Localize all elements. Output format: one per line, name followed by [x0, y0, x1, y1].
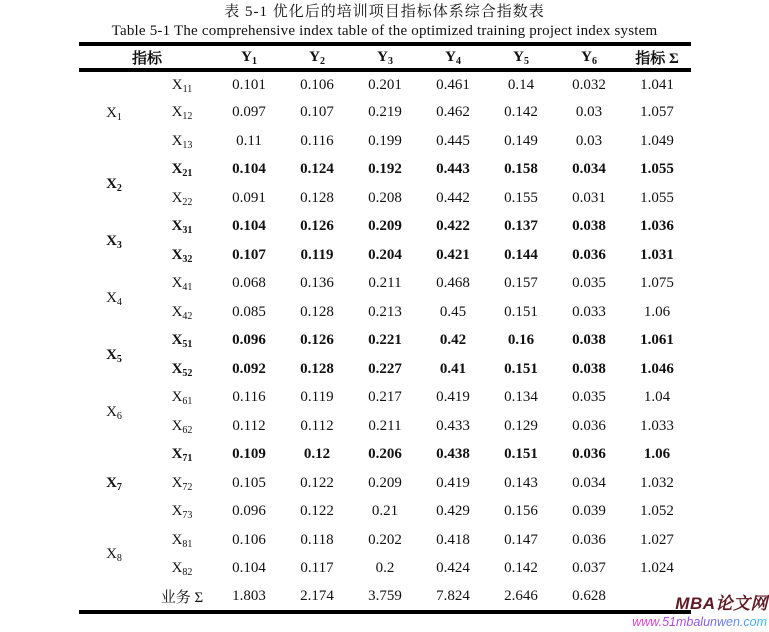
- group-label: [79, 526, 149, 583]
- value-cell: 0.112: [300, 417, 334, 434]
- group-label-empty: [79, 583, 149, 612]
- value-cell: 0.45: [439, 303, 467, 320]
- table-row: [79, 156, 691, 185]
- table-row: [79, 441, 691, 470]
- value-cell: 0.036: [572, 446, 606, 463]
- value-cell: 0.101: [232, 76, 266, 93]
- value-cell: 0.036: [572, 246, 606, 263]
- value-cell: 0.217: [368, 389, 402, 406]
- indicator-label: $X_{82}$: [171, 560, 193, 579]
- row-label: [149, 384, 215, 413]
- indicator-subscript: 1: [251, 55, 257, 67]
- value-cell: 0.143: [504, 474, 538, 491]
- row-label: [149, 70, 215, 99]
- watermark-url: [627, 615, 768, 629]
- group-label: [79, 441, 149, 527]
- value-cell: 0.2: [375, 560, 395, 577]
- indicator-subscript: 2: [116, 182, 122, 194]
- value-cell: 0.136: [300, 275, 334, 292]
- value-cell: 0.038: [572, 360, 606, 377]
- indicator-label: $X_{31}$: [171, 218, 193, 237]
- value-cell: 0.034: [572, 161, 606, 178]
- value-cell: 0.085: [232, 303, 266, 320]
- value-cell: 0.221: [368, 332, 402, 349]
- value-cell: 0.104: [232, 560, 266, 577]
- row-label: [149, 213, 215, 242]
- table-row: [79, 184, 691, 213]
- sum-value-cell: 1.803: [232, 587, 266, 604]
- indicator-subscript: 81: [182, 538, 193, 550]
- watermark: [627, 595, 768, 631]
- sum-value-cell: 2.646: [504, 587, 538, 604]
- value-cell: 0.106: [232, 531, 266, 548]
- group-label: [79, 384, 149, 441]
- table-row: [79, 99, 691, 128]
- value-cell: 0.122: [300, 474, 334, 491]
- value-cell: 0.149: [504, 132, 538, 149]
- table-row: [79, 298, 691, 327]
- value-cell: 0.213: [368, 303, 402, 320]
- value-cell: 0.036: [572, 417, 606, 434]
- value-cell: 0.128: [300, 303, 334, 320]
- value-cell: 0.209: [368, 474, 402, 491]
- table-row: [79, 241, 691, 270]
- indicator-subscript: 1: [116, 112, 122, 124]
- row-label: [149, 298, 215, 327]
- indicator-subscript: 11: [182, 83, 193, 95]
- value-cell: 1.061: [640, 332, 674, 349]
- table-row: [79, 270, 691, 299]
- header-sum-label: 指标 Σ: [623, 44, 691, 70]
- indicator-label: $X_{62}$: [171, 417, 193, 436]
- value-cell: 0.211: [368, 417, 402, 434]
- table-row: [79, 555, 691, 584]
- indicator-subscript: 82: [182, 567, 193, 579]
- table-row: [79, 70, 691, 99]
- value-cell: 1.052: [640, 503, 674, 520]
- value-cell: 0.208: [368, 189, 402, 206]
- value-cell: 1.033: [640, 417, 674, 434]
- row-label: [149, 441, 215, 470]
- indicator-subscript: 6: [116, 410, 122, 422]
- indicator-subscript: 52: [182, 367, 193, 379]
- indicator-subscript: 61: [182, 396, 193, 408]
- value-cell: 0.468: [436, 275, 470, 292]
- table-header: [79, 44, 691, 70]
- value-cell: 0.151: [504, 303, 538, 320]
- table-row: [79, 327, 691, 356]
- value-cell: 0.034: [572, 474, 606, 491]
- group-label: [79, 327, 149, 384]
- value-cell: 0.036: [572, 531, 606, 548]
- indicator-label: $X_{41}$: [171, 275, 193, 294]
- indicator-label: $X_{51}$: [171, 332, 193, 351]
- value-cell: 0.438: [436, 446, 470, 463]
- indicator-label: $X_6$: [106, 403, 122, 422]
- header-y-column: [351, 44, 419, 70]
- value-cell: 0.038: [572, 332, 606, 349]
- value-cell: 0.157: [504, 275, 538, 292]
- indicator-label: $X_{12}$: [171, 104, 193, 123]
- table-caption-en: Table 5-1 The comprehensive index table of the optimized training project index system: [111, 23, 658, 39]
- value-cell: 0.118: [300, 531, 334, 548]
- indicator-label: $X_{81}$: [171, 531, 193, 550]
- group-label: [79, 270, 149, 327]
- table-body: [79, 70, 691, 612]
- value-cell: 1.06: [643, 303, 671, 320]
- value-cell: 0.211: [368, 275, 402, 292]
- row-label: [149, 184, 215, 213]
- indicator-subscript: 4: [455, 55, 461, 67]
- value-cell: 0.03: [575, 132, 603, 149]
- value-cell: 0.419: [436, 474, 470, 491]
- value-cell: 0.137: [504, 218, 538, 235]
- indicator-label: $X_1$: [106, 105, 122, 124]
- indicator-subscript: 62: [182, 424, 193, 436]
- indicator-subscript: 73: [182, 510, 193, 522]
- value-cell: 0.16: [507, 332, 535, 349]
- indicator-label: $X_{22}$: [171, 189, 193, 208]
- group-label: [79, 213, 149, 270]
- value-cell: 0.097: [232, 104, 266, 121]
- value-cell: 0.134: [504, 389, 538, 406]
- value-cell: 0.202: [368, 531, 402, 548]
- value-cell: 0.461: [436, 76, 470, 93]
- indicator-label: $X_{61}$: [171, 389, 193, 408]
- value-cell: 0.209: [368, 218, 402, 235]
- indicator-label: $X_{21}$: [171, 161, 193, 180]
- indicator-label: $Y_4$: [445, 48, 461, 67]
- group-label: [79, 70, 149, 156]
- indicator-subscript: 51: [182, 339, 193, 351]
- value-cell: 0.119: [300, 389, 334, 406]
- value-cell: 0.445: [436, 132, 470, 149]
- value-cell: 1.031: [640, 246, 674, 263]
- group-label: [79, 156, 149, 213]
- table-row: [79, 213, 691, 242]
- value-cell: 0.096: [232, 332, 266, 349]
- value-cell: 0.201: [368, 76, 402, 93]
- value-cell: 0.11: [236, 132, 262, 149]
- value-cell: 0.419: [436, 389, 470, 406]
- value-cell: 0.109: [232, 446, 266, 463]
- table-row: [79, 127, 691, 156]
- header-indicator-label: 指标: [79, 44, 215, 70]
- indicator-subscript: 3: [116, 239, 122, 251]
- value-cell: 0.116: [300, 132, 334, 149]
- value-cell: 0.147: [504, 531, 538, 548]
- value-cell: 0.142: [504, 104, 538, 121]
- sum-row: [79, 583, 691, 612]
- value-cell: 1.036: [640, 218, 674, 235]
- value-cell: 0.106: [300, 76, 334, 93]
- indicator-subscript: 22: [182, 196, 193, 208]
- value-cell: 1.041: [640, 76, 674, 93]
- value-cell: 0.035: [572, 275, 606, 292]
- value-cell: 0.199: [368, 132, 402, 149]
- value-cell: 0.433: [436, 417, 470, 434]
- row-label: [149, 412, 215, 441]
- indicator-label: $Y_6$: [581, 48, 597, 67]
- row-label: [149, 127, 215, 156]
- row-label: [149, 555, 215, 584]
- value-cell: 0.204: [368, 246, 402, 263]
- value-cell: 0.14: [507, 76, 535, 93]
- value-cell: 1.055: [640, 189, 674, 206]
- value-cell: 0.107: [300, 104, 334, 121]
- value-cell: 0.151: [504, 446, 538, 463]
- row-label: [149, 526, 215, 555]
- indicator-label: $X_{71}$: [171, 446, 193, 465]
- value-cell: 0.031: [572, 189, 606, 206]
- row-label: [149, 498, 215, 527]
- value-cell: 1.027: [640, 531, 674, 548]
- value-cell: 0.122: [300, 503, 334, 520]
- value-cell: 0.117: [300, 560, 334, 577]
- value-cell: 0.105: [232, 474, 266, 491]
- indicator-subscript: 72: [182, 481, 193, 493]
- value-cell: 0.151: [504, 360, 538, 377]
- indicator-subscript: 7: [116, 481, 122, 493]
- value-cell: 0.037: [572, 560, 606, 577]
- table-row: [79, 498, 691, 527]
- sum-value-cell: 7.824: [436, 587, 470, 604]
- row-label: [149, 469, 215, 498]
- value-cell: 0.192: [368, 161, 402, 178]
- value-cell: 1.075: [640, 275, 674, 292]
- value-cell: 1.032: [640, 474, 674, 491]
- value-cell: 0.128: [300, 360, 334, 377]
- value-cell: 0.104: [232, 161, 266, 178]
- indicator-subscript: 4: [116, 296, 122, 308]
- row-label: [149, 355, 215, 384]
- indicator-label: $X_2$: [106, 175, 122, 194]
- value-cell: 1.055: [640, 161, 674, 178]
- value-cell: 0.12: [303, 446, 331, 463]
- row-label: [149, 270, 215, 299]
- indicator-label: $X_{13}$: [171, 132, 193, 151]
- indicator-subscript: 21: [182, 168, 193, 180]
- value-cell: 0.142: [504, 560, 538, 577]
- indicator-subscript: 3: [387, 55, 393, 67]
- value-cell: 0.128: [300, 189, 334, 206]
- value-cell: 0.032: [572, 76, 606, 93]
- sum-value-cell: 3.759: [368, 587, 402, 604]
- indicator-subscript: 42: [182, 310, 193, 322]
- value-cell: 0.442: [436, 189, 470, 206]
- table-row: [79, 469, 691, 498]
- value-cell: 0.096: [232, 503, 266, 520]
- indicator-subscript: 13: [182, 139, 193, 151]
- indicator-subscript: 5: [523, 55, 529, 67]
- value-cell: 0.124: [300, 161, 334, 178]
- value-cell: 0.422: [436, 218, 470, 235]
- header-y-column: [555, 44, 623, 70]
- value-cell: 1.024: [640, 560, 674, 577]
- value-cell: 0.104: [232, 218, 266, 235]
- table-row: [79, 526, 691, 555]
- value-cell: 0.033: [572, 303, 606, 320]
- indicator-label: $X_{52}$: [171, 360, 193, 379]
- value-cell: 0.091: [232, 189, 266, 206]
- value-cell: 0.068: [232, 275, 266, 292]
- indicator-label: $X_{42}$: [171, 303, 193, 322]
- indicator-subscript: 5: [116, 353, 122, 365]
- value-cell: 0.443: [436, 161, 470, 178]
- row-label: [149, 156, 215, 185]
- header-y-column: [487, 44, 555, 70]
- value-cell: 0.039: [572, 503, 606, 520]
- value-cell: 0.462: [436, 104, 470, 121]
- value-cell: 0.126: [300, 218, 334, 235]
- value-cell: 0.156: [504, 503, 538, 520]
- indicator-label: $X_{11}$: [171, 76, 193, 95]
- header-y-column: [283, 44, 351, 70]
- value-cell: 0.227: [368, 360, 402, 377]
- value-cell: 1.06: [643, 446, 671, 463]
- indicator-subscript: 41: [182, 282, 193, 294]
- value-cell: 1.046: [640, 360, 674, 377]
- value-cell: 0.158: [504, 161, 538, 178]
- row-label: [149, 327, 215, 356]
- value-cell: 0.421: [436, 246, 470, 263]
- value-cell: 0.038: [572, 218, 606, 235]
- header-row: [79, 44, 691, 70]
- value-cell: 0.119: [300, 246, 334, 263]
- value-cell: 1.04: [643, 389, 671, 406]
- table-caption-cn: 表 5-1 优化后的培训项目指标体系综合指数表: [224, 4, 545, 20]
- value-cell: 0.21: [371, 503, 399, 520]
- sum-row-label: 业务 Σ: [160, 589, 204, 606]
- value-cell: 0.092: [232, 360, 266, 377]
- value-cell: 0.144: [504, 246, 538, 263]
- indicator-label: $X_3$: [106, 232, 122, 251]
- document-page: [0, 3, 769, 629]
- indicator-subscript: 2: [319, 55, 325, 67]
- indicator-label: $X_{72}$: [171, 474, 193, 493]
- indicator-label: $Y_1$: [241, 48, 257, 67]
- indicator-label: $Y_2$: [309, 48, 325, 67]
- indicator-label: $X_5$: [106, 346, 122, 365]
- value-cell: 0.429: [436, 503, 470, 520]
- value-cell: 0.206: [368, 446, 402, 463]
- value-cell: 0.112: [232, 417, 266, 434]
- sum-value-cell: 2.174: [300, 587, 334, 604]
- indicator-subscript: 32: [182, 253, 193, 265]
- indicator-label: $X_4$: [106, 289, 122, 308]
- indicator-subscript: 71: [182, 453, 193, 465]
- value-cell: 0.219: [368, 104, 402, 121]
- value-cell: 1.049: [640, 132, 674, 149]
- value-cell: 0.418: [436, 531, 470, 548]
- value-cell: 0.126: [300, 332, 334, 349]
- table-row: [79, 384, 691, 413]
- indicator-label: $Y_5$: [513, 48, 529, 67]
- value-cell: 0.424: [436, 560, 470, 577]
- value-cell: 0.155: [504, 189, 538, 206]
- table-row: [79, 412, 691, 441]
- indicator-subscript: 31: [182, 225, 193, 237]
- row-label: [149, 241, 215, 270]
- value-cell: 0.03: [575, 104, 603, 121]
- watermark-brand: MBA论文网: [675, 594, 768, 613]
- value-cell: 0.129: [504, 417, 538, 434]
- header-y-column: [419, 44, 487, 70]
- watermark-url-text: www.51mbalunwen.com: [632, 615, 767, 629]
- value-cell: 0.41: [439, 360, 467, 377]
- table-row: [79, 355, 691, 384]
- index-table: [79, 42, 691, 614]
- indicator-label: $X_{32}$: [171, 246, 193, 265]
- indicator-subscript: 12: [182, 111, 193, 123]
- row-label: [149, 99, 215, 128]
- value-cell: 0.116: [232, 389, 266, 406]
- indicator-subscript: 8: [116, 553, 122, 564]
- value-cell: 1.057: [640, 104, 674, 121]
- value-cell: 0.42: [439, 332, 467, 349]
- indicator-label: $X_{73}$: [171, 503, 193, 522]
- indicator-label: $Y_3$: [377, 48, 393, 67]
- value-cell: 0.035: [572, 389, 606, 406]
- indicator-label: $X_8$: [106, 546, 122, 564]
- value-cell: 0.107: [232, 246, 266, 263]
- header-y-column: [215, 44, 283, 70]
- sum-value-cell: 0.628: [572, 587, 606, 604]
- indicator-subscript: 6: [591, 55, 597, 67]
- indicator-label: $X_7$: [106, 474, 122, 493]
